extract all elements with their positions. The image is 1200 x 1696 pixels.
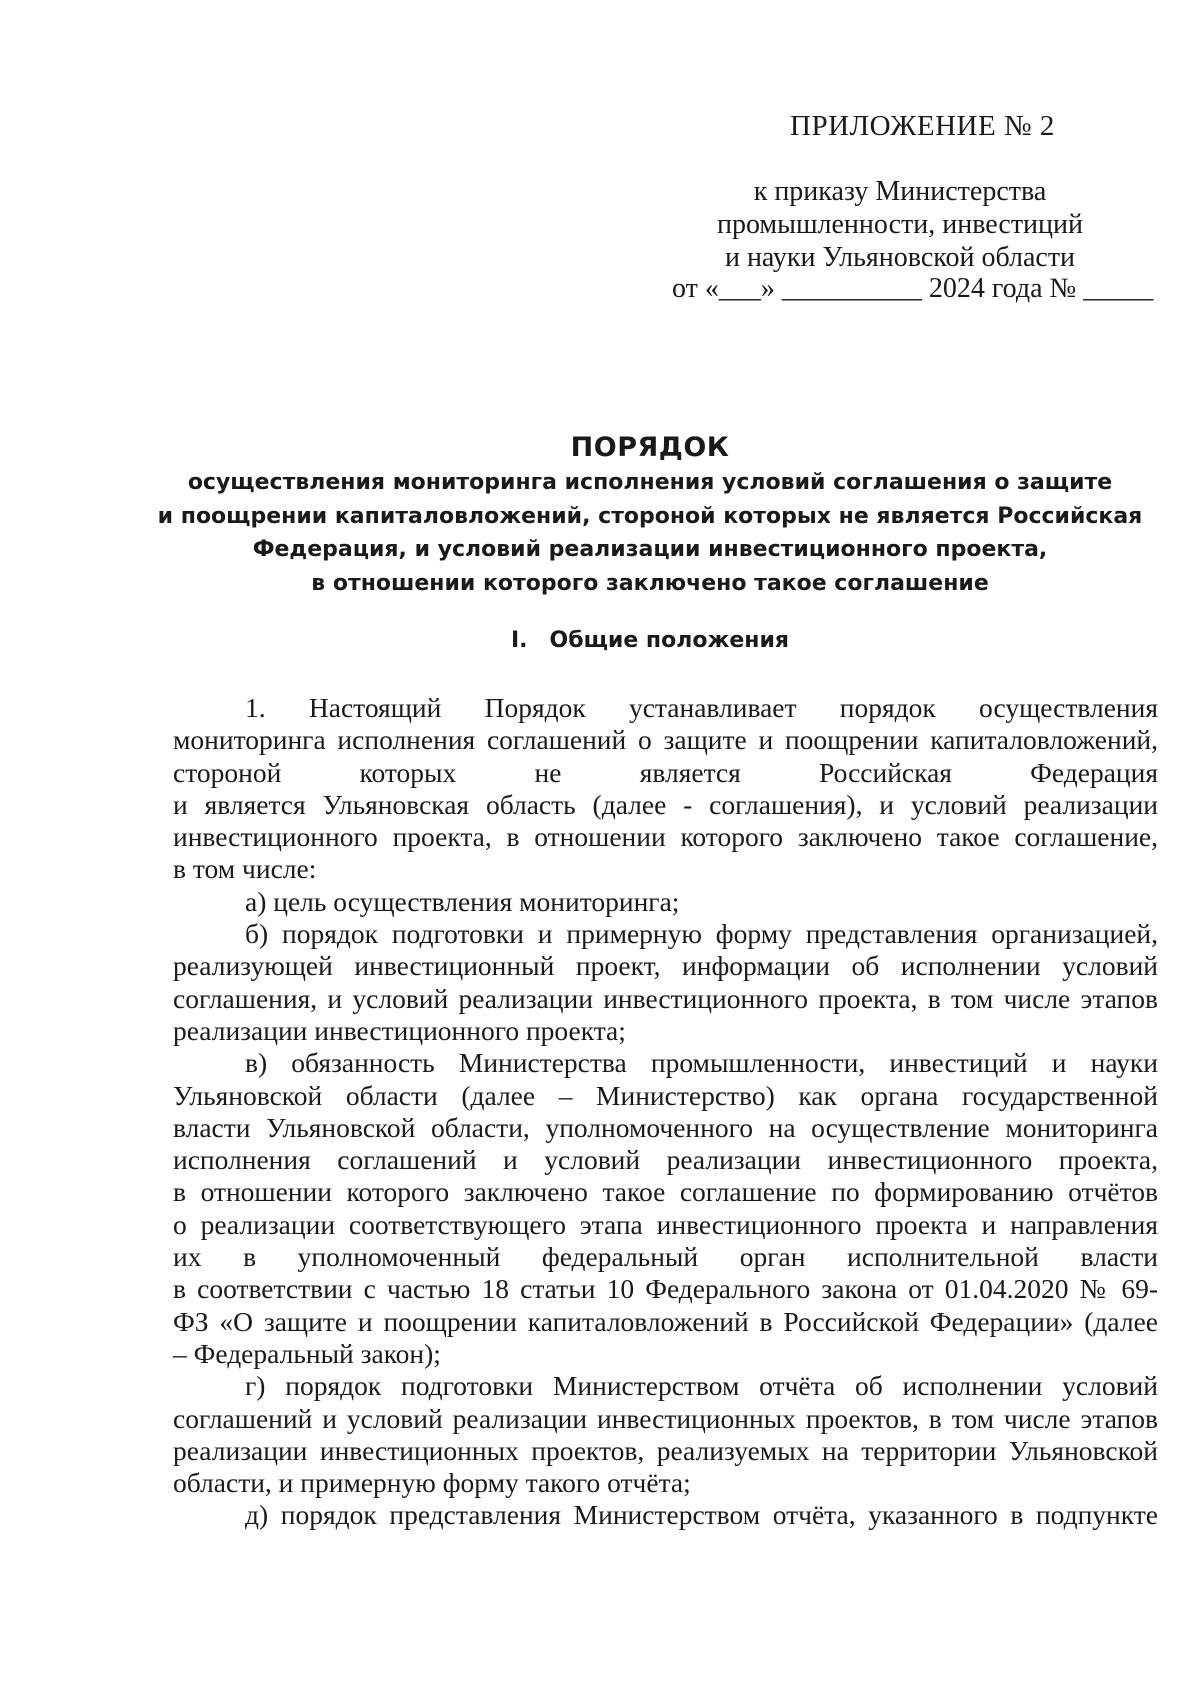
body-line: стороной которых не является Российская Федерация <box>173 756 1158 788</box>
body-line: соглашения, и условий реализации инвестиционного проекта, в том числе этапов <box>173 982 1158 1014</box>
body-line: области, и примерную форму такого отчёта; <box>173 1467 691 1499</box>
order-date-line: от «___» __________ 2024 года № _____ <box>672 273 1154 304</box>
body-line: в том числе: <box>173 853 317 885</box>
body-line: б) порядок подготовки и примерную форму представления организацией, <box>245 918 1158 950</box>
appendix-line: к приказу Министерства <box>753 176 1047 207</box>
appendix-reference <box>660 175 1140 274</box>
body-line: реализации инвестиционных проектов, реализуемых на территории Ульяновской <box>173 1434 1158 1466</box>
body-line: г) порядок подготовки Министерством отчёта об исполнении условий <box>245 1370 1158 1402</box>
document-title: ПОРЯДОК <box>570 432 730 463</box>
section-title: Общие положения <box>549 628 790 653</box>
body-line: мониторинга исполнения соглашений о защите и поощрении капиталовложений, <box>173 724 1158 756</box>
body-line: и является Ульяновская область (далее - соглашения), и условий реализации <box>173 788 1158 820</box>
body-line: о реализации соответствующего этапа инвестиционного проекта и направления <box>173 1208 1158 1240</box>
section-number: I. <box>510 628 528 653</box>
document-subtitle-line: и поощрении капиталовложений, стороной которых не является Российская <box>157 503 1143 529</box>
body-line: их в уполномоченный федеральный орган исполнительной власти <box>173 1241 1158 1273</box>
document-subtitle-line: Федерация, и условий реализации инвестиционного проекта, <box>252 537 1048 562</box>
appendix-title: ПРИЛОЖЕНИЕ № 2 <box>790 110 1055 142</box>
body-line: исполнения соглашений и условий реализации инвестиционного проекта, <box>173 1144 1158 1176</box>
body-line: – Федеральный закон); <box>173 1337 441 1369</box>
section-heading <box>150 628 1150 653</box>
appendix-line: промышленности, инвестиций <box>716 209 1083 240</box>
appendix-line: и науки Ульяновской области <box>724 242 1076 273</box>
document-title-block <box>150 430 1150 600</box>
body-line: инвестиционного проекта, в отношении которого заключено такое соглашение, <box>173 821 1158 853</box>
body-line: 1. Настоящий Порядок устанавливает порядок осуществления <box>245 692 1158 723</box>
body-line: в соответствии с частью 18 статьи 10 Федерального закона от 01.04.2020 № 69- <box>173 1273 1158 1305</box>
body-line: власти Ульяновской области, уполномоченного на осуществление мониторинга <box>173 1111 1158 1143</box>
body-line: ФЗ «О защите и поощрении капиталовложений в Российской Федерации» (далее <box>173 1305 1158 1337</box>
body-line: реализующей инвестиционный проект, информации об исполнении условий <box>173 950 1158 982</box>
body-line: Ульяновской области (далее – Министерство) как органа государственной <box>173 1079 1158 1111</box>
body-line: в отношении которого заключено такое соглашение по формированию отчётов <box>173 1176 1158 1208</box>
body-line: соглашений и условий реализации инвестиционных проектов, в том числе этапов <box>173 1402 1158 1434</box>
document-body <box>173 692 1158 1532</box>
body-line: реализации инвестиционного проекта; <box>173 1014 626 1046</box>
body-line: д) порядок представления Министерством отчёта, указанного в подпункте <box>245 1499 1158 1531</box>
body-line: а) цель осуществления мониторинга; <box>245 885 680 917</box>
body-line: в) обязанность Министерства промышленности, инвестиций и науки <box>245 1047 1158 1079</box>
document-subtitle-line: в отношении которого заключено такое соглашение <box>311 570 989 596</box>
document-subtitle-line: осуществления мониторинга исполнения условий соглашения о защите <box>187 470 1113 495</box>
